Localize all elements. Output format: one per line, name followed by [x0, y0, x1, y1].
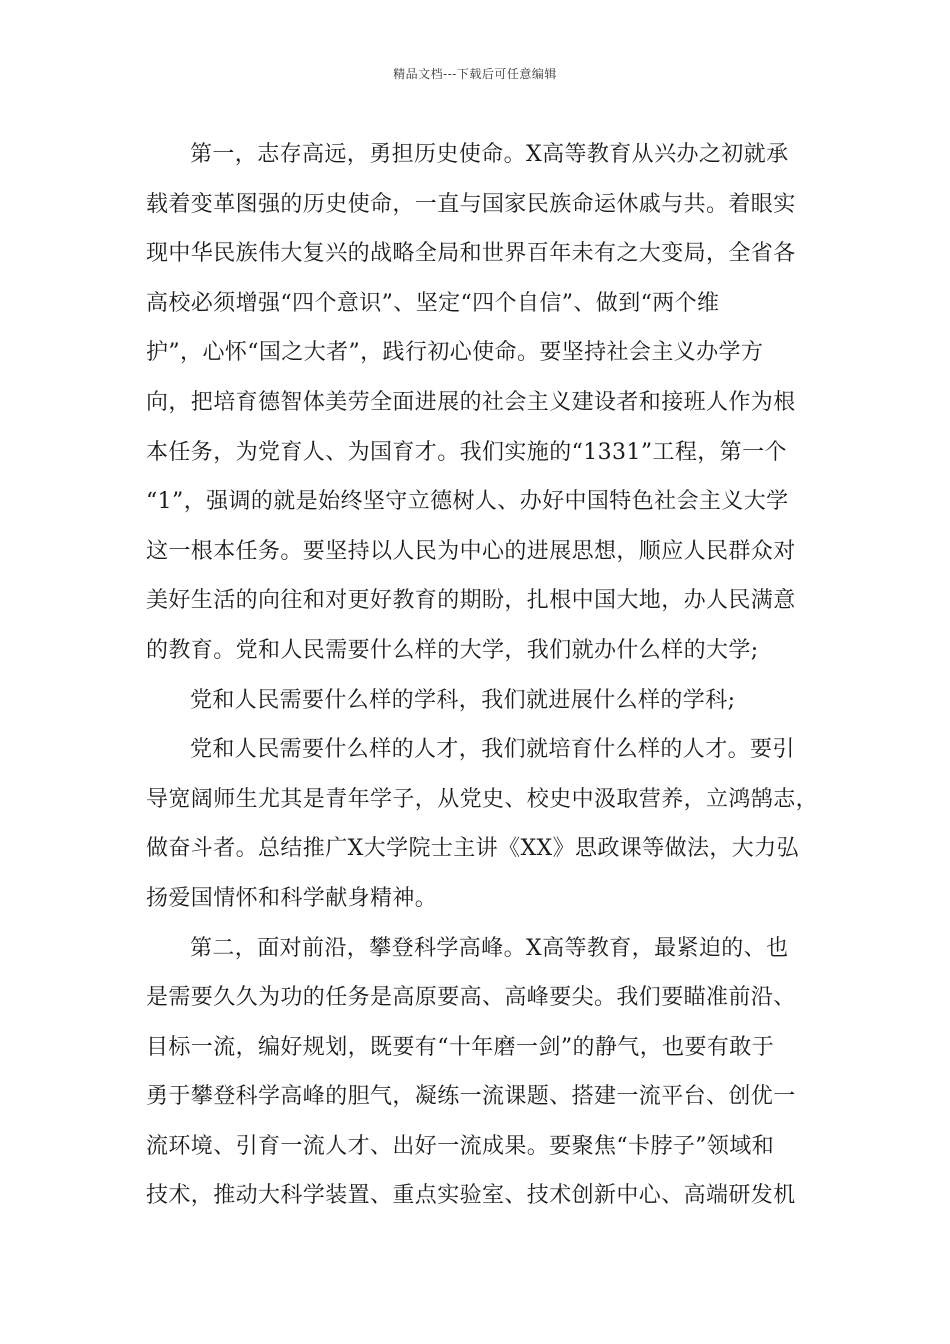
text-line: 护”，心怀“国之大者”，践行初心使命。要坚持社会主义办学方	[146, 340, 764, 366]
text-line: 流环境、引育一流人才、出好一流成果。要聚焦“卡脖子”领域和	[146, 1133, 775, 1159]
text-line: 这一根本任务。要坚持以人民为中心的进展思想，顺应人民群众对	[146, 538, 796, 564]
text-line: 美好生活的向往和对更好教育的期盼，扎根中国大地，办人民满意	[146, 588, 796, 614]
text-line: 第二，面对前沿，攀登科学高峰。X高等教育，最紧迫的、也	[190, 935, 789, 961]
text-line: 本任务，为党育人、为国育才。我们实施的“1331”工程，第一个	[146, 439, 787, 465]
text-line: 党和人民需要什么样的人才，我们就培育什么样的人才。要引	[190, 737, 795, 763]
text-line: 扬爱国情怀和科学献身精神。	[146, 885, 438, 911]
text-line: 做奋斗者。总结推广X大学院士主讲《XX》思政课等做法，大力弘	[146, 836, 799, 862]
text-line: 技术，推动大科学装置、重点实验室、技术创新中心、高端研发机	[146, 1183, 796, 1209]
text-line: 向，把培育德智体美劳全面进展的社会主义建设者和接班人作为根	[146, 389, 796, 415]
text-line: “1”，强调的就是始终坚守立德树人、办好中国特色社会主义大学	[146, 489, 789, 515]
text-line: 载着变革图强的历史使命，一直与国家民族命运休戚与共。着眼实	[146, 191, 796, 217]
text-line: 目标一流，编好规划，既要有“十年磨一剑”的静气，也要有敢于	[146, 1034, 775, 1060]
text-line: 勇于攀登科学高峰的胆气，凝练一流课题、搭建一流平台、创优一	[146, 1084, 796, 1110]
text-line: 现中华民族伟大复兴的战略全局和世界百年未有之大变局，全省各	[146, 241, 796, 267]
document-body	[146, 130, 819, 1221]
text-line: 导宽阔师生尤其是青年学子，从党史、校史中汲取营养，立鸿鹄志，	[146, 786, 819, 812]
text-line: 是需要久久为功的任务是高原要高、高峰要尖。我们要瞄准前沿、	[146, 985, 796, 1011]
text-line: 的教育。党和人民需要什么样的大学，我们就办什么样的大学;	[146, 637, 759, 663]
text-line: 高校必须增强“四个意识”、坚定“四个自信”、做到“两个维	[146, 290, 720, 316]
text-line: 第一，志存高远，勇担历史使命。X高等教育从兴办之初就承	[190, 142, 789, 167]
page-header: 精品文档---下载后可任意编辑	[393, 67, 557, 81]
text-line: 党和人民需要什么样的学科，我们就进展什么样的学科;	[190, 687, 736, 713]
